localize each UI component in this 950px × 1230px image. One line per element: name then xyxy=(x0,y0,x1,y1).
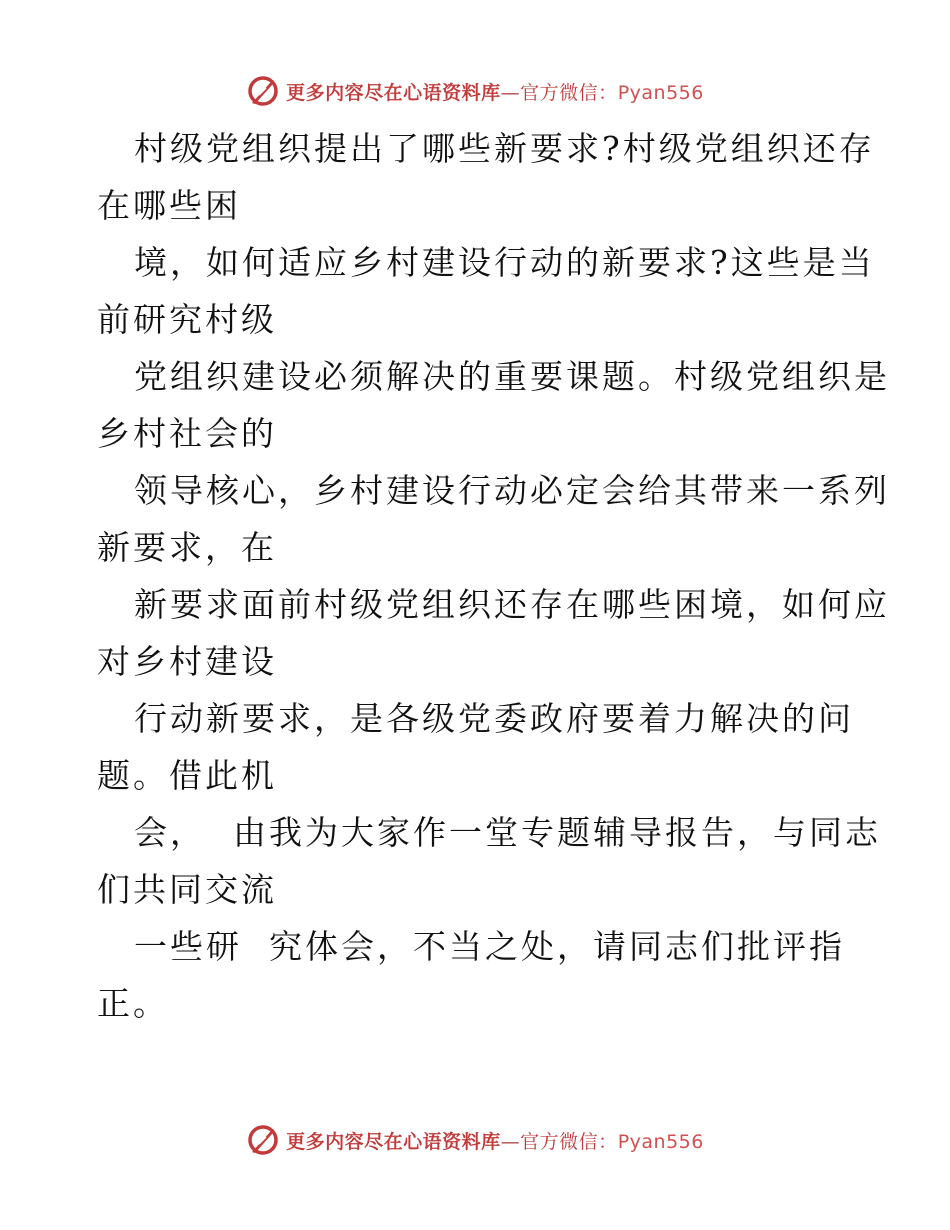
banner-handle: Pyan556 xyxy=(617,81,704,104)
banner-sub-text: 官方微信： xyxy=(520,81,618,104)
banner-dash: — xyxy=(500,1130,521,1153)
banner-dash: — xyxy=(500,81,521,104)
quill-circle-icon xyxy=(246,1123,280,1157)
text-line: 正。 xyxy=(97,984,169,1023)
banner-sub-text: 官方微信： xyxy=(520,1130,618,1153)
banner-text xyxy=(286,78,704,105)
text-line: 一些研 究体会，不当之处，请同志们批评指 xyxy=(134,927,845,966)
text-line: 前研究村级 xyxy=(97,300,277,339)
header-watermark-banner xyxy=(0,71,950,111)
text-line: 党组织建设必须解决的重要课题。村级党组织是 xyxy=(134,357,890,396)
text-line: 新要求面前村级党组织还存在哪些困境，如何应 xyxy=(134,585,890,624)
text-line: 题。借此机 xyxy=(97,756,277,795)
text-line: 新要求，在 xyxy=(97,528,277,567)
quill-circle-icon xyxy=(246,74,280,108)
text-line: 行动新要求，是各级党委政府要着力解决的问 xyxy=(134,699,854,738)
document-body xyxy=(97,120,890,1032)
banner-main-text: 更多内容尽在心语资料库 xyxy=(286,81,501,104)
banner-handle: Pyan556 xyxy=(617,1130,704,1153)
text-line: 村级党组织提出了哪些新要求?村级党组织还存 xyxy=(134,129,875,168)
banner-main-text: 更多内容尽在心语资料库 xyxy=(286,1130,501,1153)
text-line: 在哪些困 xyxy=(97,186,241,225)
text-line: 乡村社会的 xyxy=(97,414,277,453)
footer-watermark-banner xyxy=(0,1120,950,1160)
text-line: 领导核心，乡村建设行动必定会给其带来一系列 xyxy=(134,471,890,510)
banner-text xyxy=(286,1127,704,1154)
text-line: 境，如何适应乡村建设行动的新要求?这些是当 xyxy=(134,243,875,282)
text-line: 会， 由我为大家作一堂专题辅导报告，与同志 xyxy=(134,813,881,852)
text-line: 们共同交流 xyxy=(97,870,277,909)
text-line: 对乡村建设 xyxy=(97,642,277,681)
